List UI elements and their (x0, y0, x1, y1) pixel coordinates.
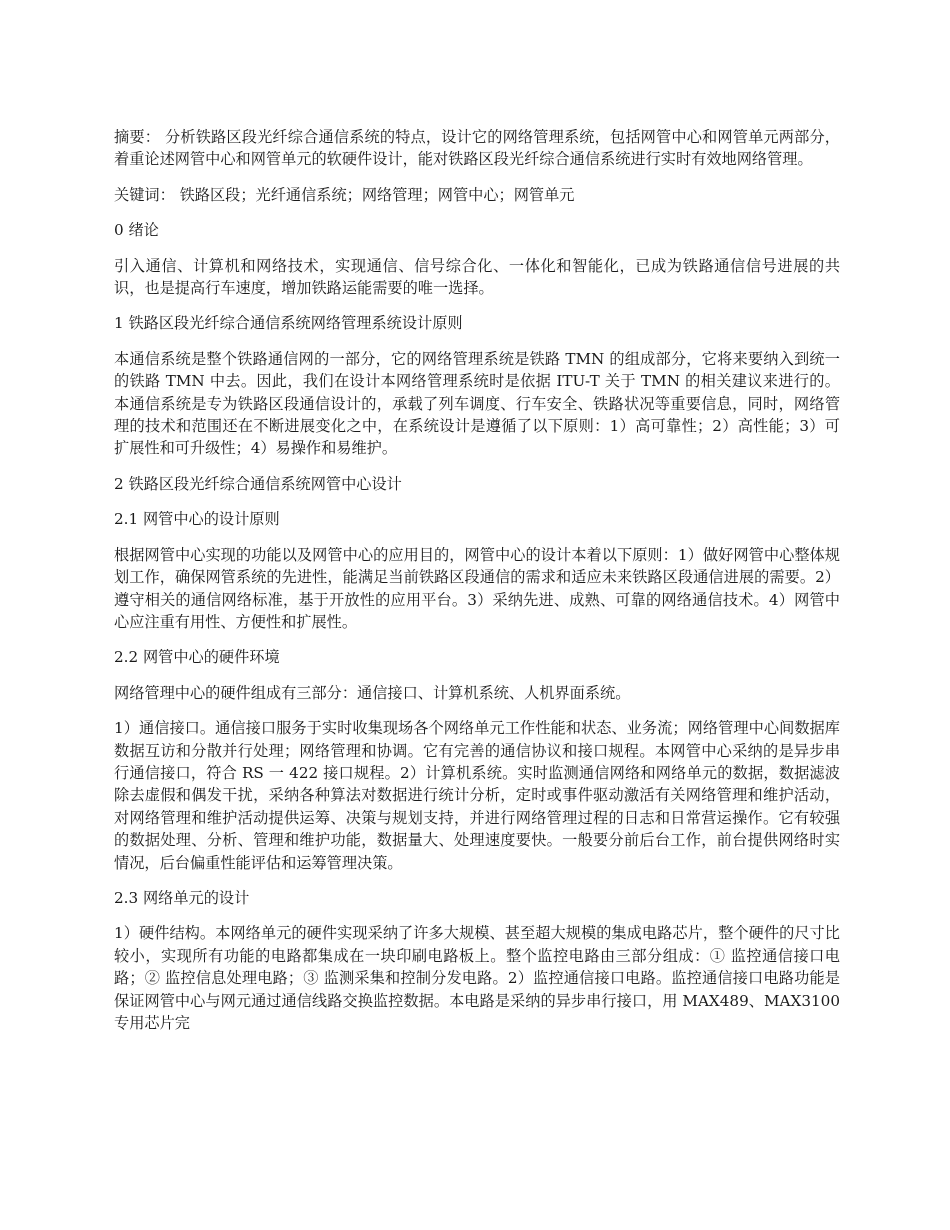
section-2-1-paragraph: 根据网管中心实现的功能以及网管中心的应用目的，网管中心的设计本着以下原则：1）做好网管中心整体规划工作，确保网管系统的先进性，能满足当前铁路区段通信的需求和适应未来铁路区段通信进展的需要。2）遵守相关的通信网络标准，基于开放性的应用平台。3）采纳先进、成熟、可靠的网络通信技术。4）网管中心应注重有用性、方便性和扩展性。 (114, 545, 840, 631)
section-2-heading: 2 铁路区段光纤综合通信系统网管中心设计 (114, 474, 402, 493)
section-1-heading: 1 铁路区段光纤综合通信系统网络管理系统设计原则 (114, 314, 463, 333)
section-2-2-heading: 2.2 网管中心的硬件环境 (114, 648, 280, 667)
abstract-paragraph: 摘要： 分析铁路区段光纤综合通信系统的特点，设计它的网络管理系统，包括网管中心和网管单元两部分，着重论述网管中心和网管单元的软硬件设计，能对铁路区段光纤综合通信系统进行实时有效地网络管理。 (114, 128, 840, 169)
document-page (114, 126, 840, 1047)
keywords-paragraph: 关键词： 铁路区段；光纤通信系统；网络管理；网管中心；网管单元 (114, 185, 575, 204)
section-2-2-intro-paragraph: 网络管理中心的硬件组成有三部分：通信接口、计算机系统、人机界面系统。 (114, 683, 631, 702)
section-2-3-paragraph: 1）硬件结构。本网络单元的硬件实现采纳了许多大规模、甚至超大规模的集成电路芯片，整个硬件的尺寸比较小，实现所有功能的电路都集成在一块印刷电路板上。整个监控电路由三部分组成：① 监控通信接口电路；② 监控信息处理电路；③ 监测采集和控制分发电路。2）监控通信接口电路。监控通信接口电路功能是保证网管中心与网元通过通信线路交换监控数据。本电路是采纳的异步串行接口，用 MAX489、MAX3100 专用芯片完 (114, 924, 840, 1032)
section-1-paragraph: 本通信系统是整个铁路通信网的一部分，它的网络管理系统是铁路 TMN 的组成部分，它将来要纳入到统一的铁路 TMN 中去。因此，我们在设计本网络管理系统时是依据 ITU-T 关于 TMN 的相关建议来进行的。本通信系统是专为铁路区段通信设计的，承载了列车调度、行车安全、铁路状况等重要信息，同时，网络管理的技术和范围还在不断进展变化之中，在系统设计是遵循了以下原则：1）高可靠性；2）高性能；3）可扩展性和可升级性；4）易操作和易维护。 (114, 349, 840, 458)
section-0-paragraph: 引入通信、计算机和网络技术，实现通信、信号综合化、一体化和智能化，已成为铁路通信信号进展的共识，也是提高行车速度，增加铁路运能需要的唯一选择。 (114, 256, 840, 298)
section-2-3-heading: 2.3 网络单元的设计 (114, 888, 250, 907)
section-2-2-paragraph: 1）通信接口。通信接口服务于实时收集现场各个网络单元工作性能和状态、业务流；网络管理中心间数据库数据互访和分散并行处理；网络管理和协调。它有完善的通信协议和接口规程。本网管中心采纳的是异步串行通信接口，符合 RS 一 422 接口规程。2）计算机系统。实时监测通信网络和网络单元的数据，数据滤波除去虚假和偶发干扰，采纳各种算法对数据进行统计分析，定时或事件驱动激活有关网络管理和维护活动，对网络管理和维护活动提供运筹、决策与规划支持，并进行网络管理过程的日志和日常营运操作。它有较强的数据处理、分析、管理和维护功能，数据量大、处理速度要快。一般要分前后台工作，前台提供网络时实情况，后台偏重性能评估和运筹管理决策。 (114, 719, 840, 872)
section-2-1-heading: 2.1 网管中心的设计原则 (114, 510, 280, 529)
section-0-heading: 0 绪论 (114, 221, 159, 240)
